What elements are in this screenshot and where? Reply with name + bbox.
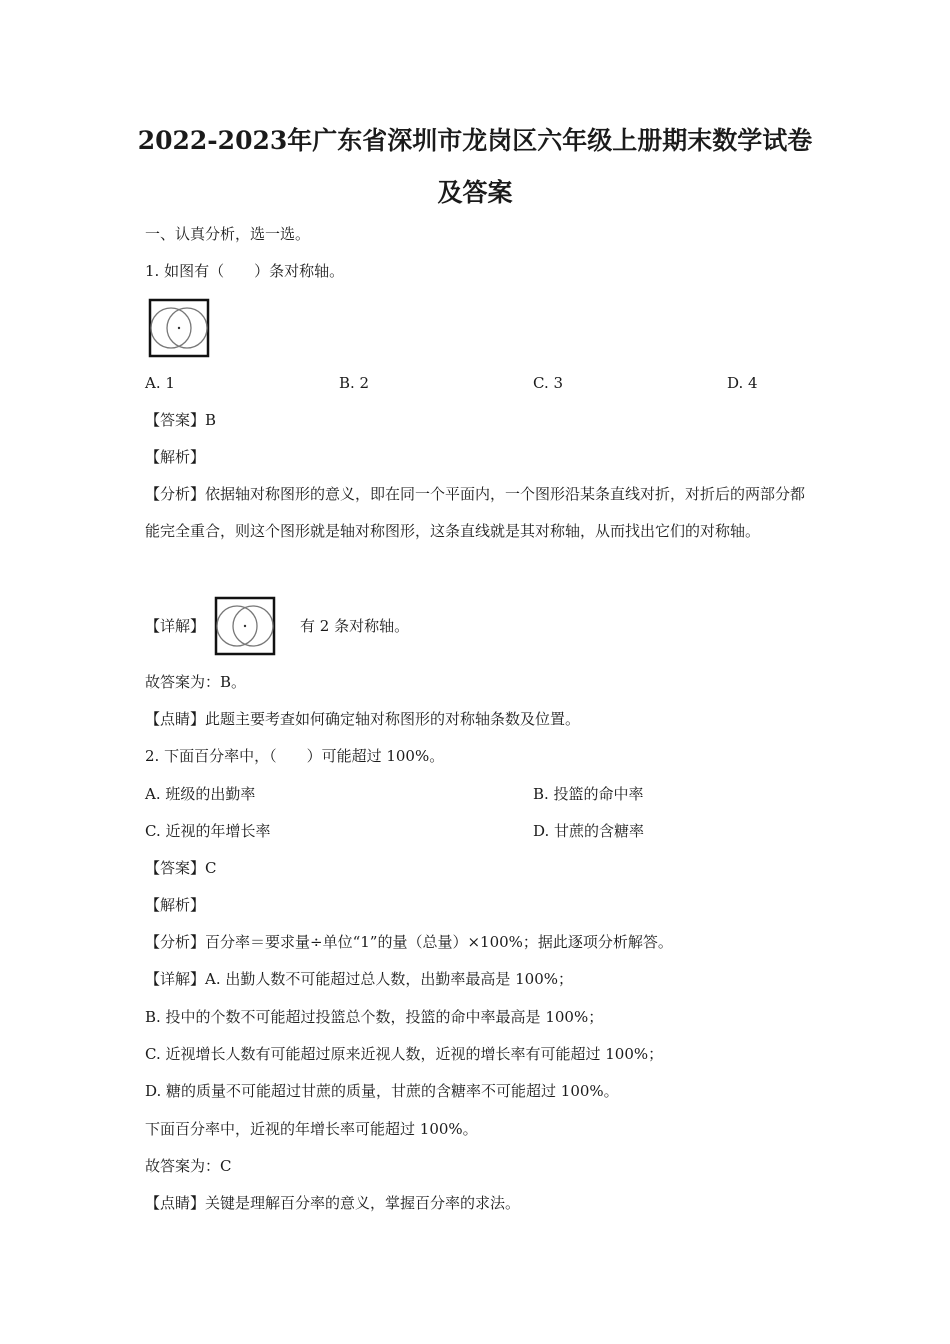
q1-option-d: D. 4 (727, 374, 758, 392)
doc-title-line2: 及答案 (437, 178, 513, 207)
q1-detail-prefix: 【详解】 (145, 617, 206, 635)
q1-answer: 【答案】B (145, 411, 217, 429)
q2-jiexi: 【解析】 (145, 896, 206, 914)
q1-option-a: A. 1 (145, 374, 175, 392)
q2-option-b: B. 投篮的命中率 (533, 785, 644, 803)
q2-option-a: A. 班级的出勤率 (145, 785, 256, 803)
q1-option-b: B. 2 (339, 374, 370, 392)
q1-conclusion: 故答案为：B。 (145, 673, 247, 691)
q1-stem: 1. 如图有（ ）条对称轴。 (145, 262, 345, 280)
q2-detail-line: 【详解】A. 出勤人数不可能超过总人数，出勤率最高是 100%； (145, 970, 574, 988)
q2-conclusion: 故答案为：C (145, 1157, 232, 1175)
q2-detail-line: B. 投中的个数不可能超过投篮总个数，投篮的命中率最高是 100%； (145, 1008, 604, 1026)
q2-option-d: D. 甘蔗的含糖率 (533, 822, 645, 840)
q1-analysis: 【分析】依据轴对称图形的意义，即在同一个平面内，一个图形沿某条直线对折，对折后的两部分都能完全重合，则这个图形就是轴对称图形，这条直线就是其对称轴，从而找出它们的对称轴。 (145, 485, 806, 540)
q1-option-c: C. 3 (533, 374, 564, 392)
q2-stem: 2. 下面百分率中，（ ）可能超过 100%。 (145, 747, 445, 765)
q2-answer: 【答案】C (145, 859, 217, 877)
q1-detail-figure-icon (214, 596, 276, 656)
q1-figure-icon (148, 298, 210, 358)
q2-dianjing: 【点睛】关键是理解百分率的意义，掌握百分率的求法。 (145, 1194, 521, 1212)
doc-title-line1: 2022-2023年广东省深圳市龙岗区六年级上册期末数学试卷 (137, 126, 813, 155)
q1-dianjing: 【点睛】此题主要考查如何确定轴对称图形的对称轴条数及位置。 (145, 710, 581, 728)
section-heading: 一、认真分析，选一选。 (145, 225, 311, 243)
q2-detail-line: 下面百分率中，近视的年增长率可能超过 100%。 (145, 1120, 478, 1138)
q1-detail-text: 有 2 条对称轴。 (300, 617, 410, 635)
q1-jiexi: 【解析】 (145, 448, 206, 466)
q2-analysis: 【分析】百分率＝要求量÷单位“1”的量（总量）×100%；据此逐项分析解答。 (145, 933, 673, 951)
q2-option-c: C. 近视的年增长率 (145, 822, 271, 840)
q2-detail-line: C. 近视增长人数有可能超过原来近视人数，近视的增长率有可能超过 100%； (145, 1045, 664, 1063)
q2-detail-line: D. 糖的质量不可能超过甘蔗的质量，甘蔗的含糖率不可能超过 100%。 (145, 1082, 619, 1100)
